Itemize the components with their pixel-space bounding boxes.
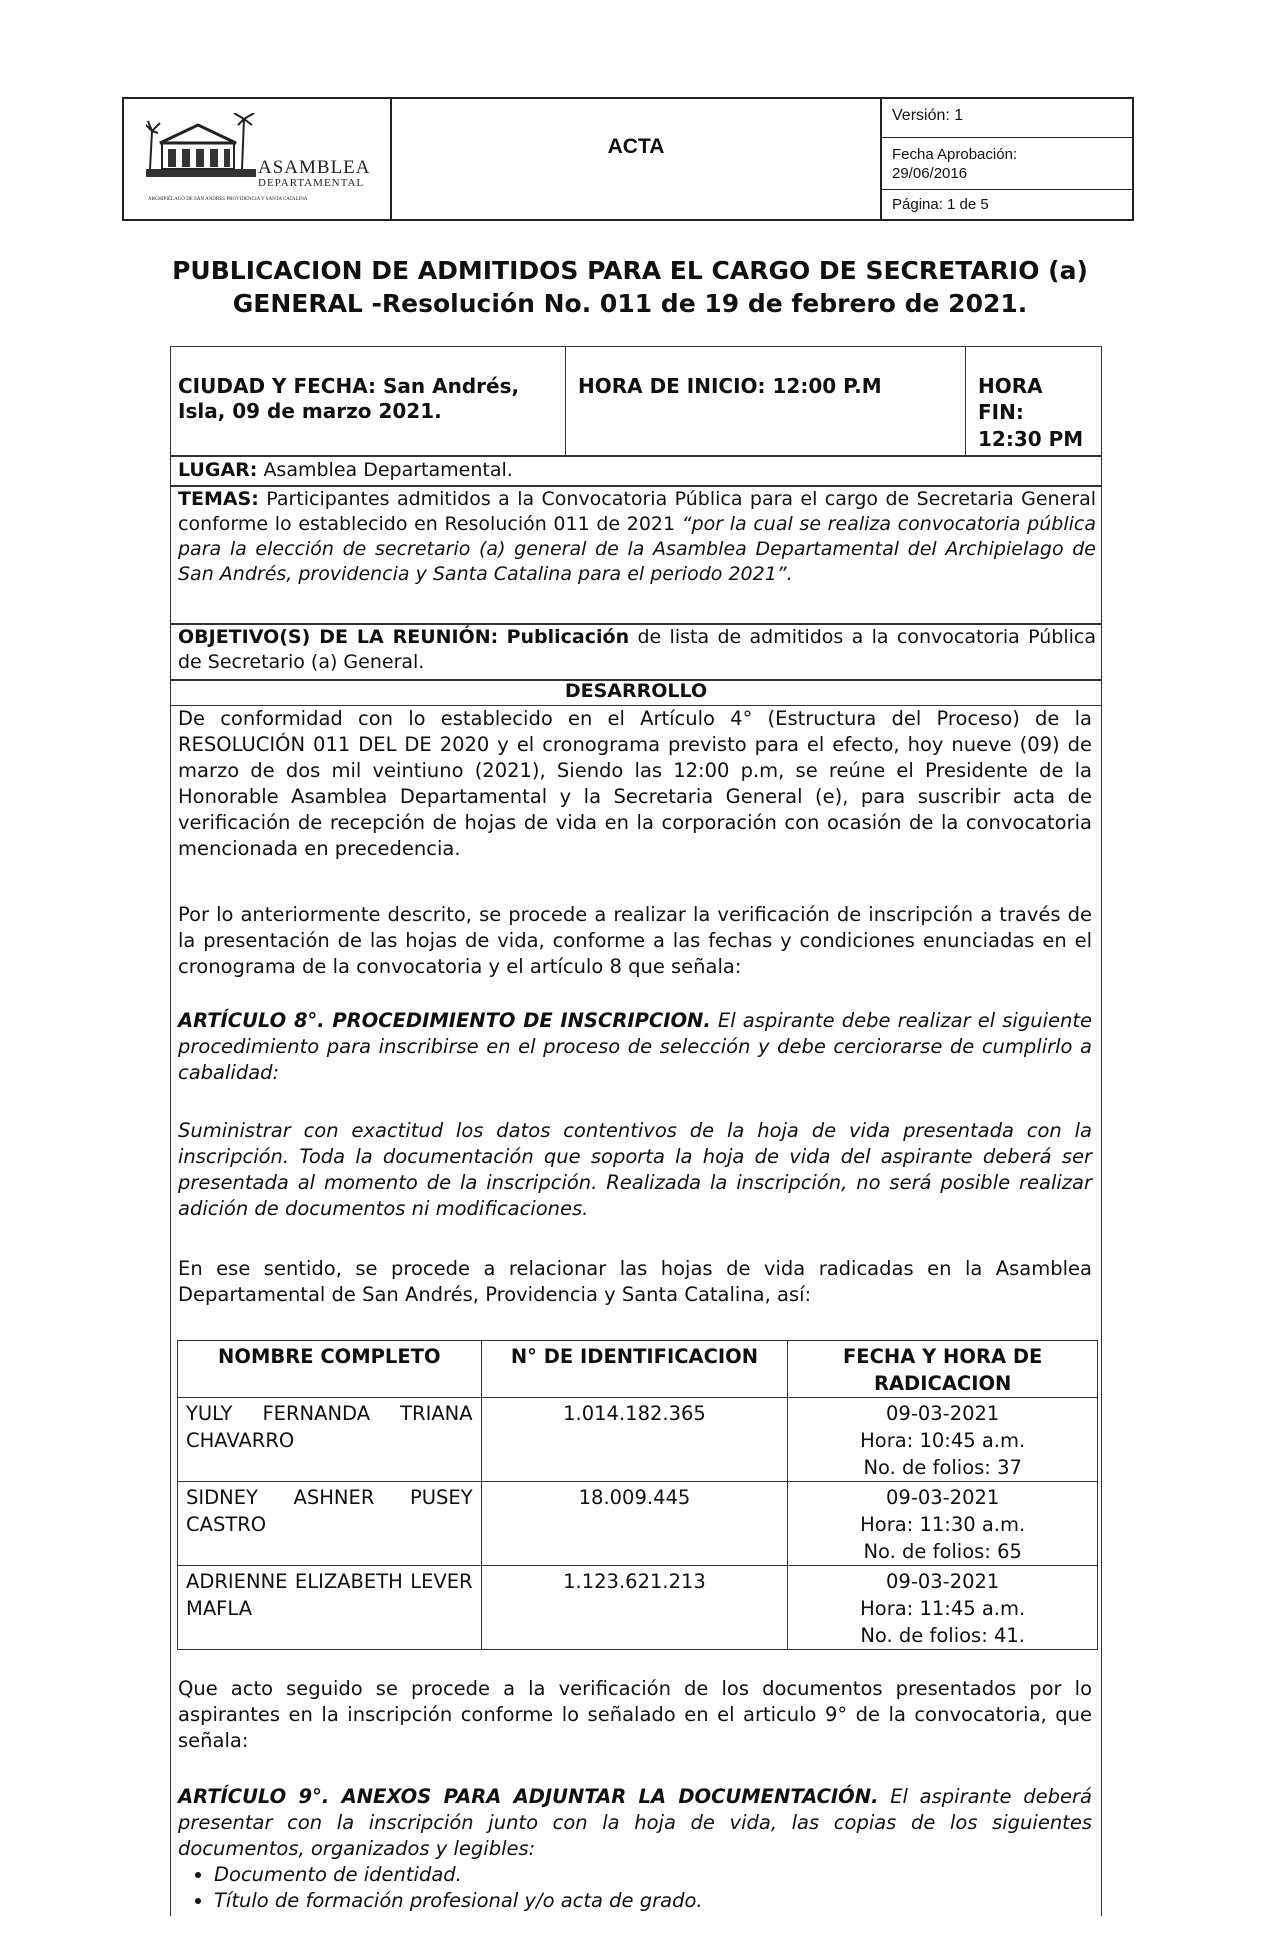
place: LUGAR: Asamblea Departamental. bbox=[178, 459, 513, 481]
admitted-table bbox=[177, 1340, 1098, 1650]
logo-subtitle: DEPARTAMENTAL bbox=[258, 177, 365, 189]
objective: OBJETIVO(S) DE LA REUNIÓN: Publicación de lista de admitidos a la convocatoria Pública de Secretario (a) General. bbox=[178, 626, 1096, 673]
title-line-2: GENERAL -Resolución No. 011 de 19 de febrero de 2021. bbox=[232, 289, 1028, 318]
page-number: Página: 1 de 5 bbox=[892, 196, 989, 213]
start-time: HORA DE INICIO: 12:00 P.M bbox=[578, 374, 882, 398]
article-8: ARTÍCULO 8°. PROCEDIMIENTO DE INSCRIPCION. El aspirante debe realizar el siguiente procedimiento para inscribirse en el proceso de selección y debe cerciorarse de cumplirlo a cabalidad: bbox=[178, 1009, 1092, 1084]
approval-label: Fecha Aprobación: bbox=[892, 146, 1018, 163]
logo-cell bbox=[124, 99, 392, 219]
doc-meta-cell bbox=[882, 99, 1132, 219]
filing-info: 09-03-2021 Hora: 11:45 a.m. No. de folios: 41. bbox=[788, 1566, 1098, 1650]
approval-date: 29/06/2016 bbox=[892, 165, 968, 182]
column-header-name: NOMBRE COMPLETO bbox=[178, 1341, 482, 1398]
filing-info: 09-03-2021 Hora: 11:30 a.m. No. de folios: 65 bbox=[788, 1482, 1098, 1566]
document-header bbox=[122, 97, 1134, 221]
list-item: • Título de formación profesional y/o acta de grado. bbox=[214, 1888, 1078, 1914]
applicant-id: 1.014.182.365 bbox=[481, 1398, 788, 1482]
paragraph-verificacion-documentos: Que acto seguido se procede a la verificación de los documentos presentados por lo aspirantes en la inscripción conforme lo señalado en el articulo 9° de la convocatoria, que señala: bbox=[178, 1677, 1092, 1752]
table-header-row bbox=[178, 1341, 1098, 1398]
end-time-label-1: HORA bbox=[978, 374, 1043, 398]
applicant-name: SIDNEY ASHNER PUSEY CASTRO bbox=[178, 1482, 482, 1566]
table-row bbox=[178, 1482, 1098, 1566]
applicant-name: ADRIENNE ELIZABETH LEVER MAFLA bbox=[178, 1566, 482, 1650]
required-documents-list bbox=[178, 1862, 1078, 1914]
list-item: • Documento de identidad. bbox=[214, 1862, 1078, 1888]
column-header-id: N° DE IDENTIFICACION bbox=[481, 1341, 788, 1398]
city-date: CIUDAD Y FECHA: San Andrés, Isla, 09 de marzo 2021. bbox=[178, 374, 520, 423]
applicant-id: 18.009.445 bbox=[481, 1482, 788, 1566]
article-9: ARTÍCULO 9°. ANEXOS PARA ADJUNTAR LA DOCUMENTACIÓN. El aspirante deberá presentar con la inscripción junto con la hoja de vida, las copias de los siguientes documentos, organizados y legibles: bbox=[178, 1785, 1093, 1860]
applicant-id: 1.123.621.213 bbox=[481, 1566, 788, 1650]
paragraph-verificacion: Por lo anteriormente descrito, se procede a realizar la verificación de inscripción a través de la presentación de las hojas de vida, conforme a las fechas y condiciones enunciadas en el cronograma de la convocatoria y el artículo 8 que señala: bbox=[178, 903, 1092, 978]
table-row bbox=[178, 1398, 1098, 1482]
logo-title: ASAMBLEA bbox=[258, 157, 371, 178]
title-line-1: PUBLICACION DE ADMITIDOS PARA EL CARGO DE SECRETARIO (a) bbox=[172, 256, 1088, 285]
end-time-value: 12:30 PM bbox=[978, 427, 1084, 451]
version: Versión: 1 bbox=[892, 107, 964, 124]
table-row bbox=[178, 1566, 1098, 1650]
assembly-building-logo bbox=[146, 113, 256, 183]
logo-region: ARCHIPIÉLAGO DE SAN ANDRÉS PROVIDENCIA Y SANTA CATALINA bbox=[148, 197, 308, 202]
paragraph-relacion: En ese sentido, se procede a relacionar las hojas de vida radicadas en la Asamblea Departamental de San Andrés, Providencia y Santa Catalina, así: bbox=[178, 1257, 1092, 1306]
paragraph-conformidad: De conformidad con lo establecido en el Artículo 4° (Estructura del Proceso) de la RESOLUCIÓN 011 DEL DE 2020 y el cronograma previsto para el efecto, hoy nueve (09) de marzo de dos mil veintiuno (2021), Siendo las 12:00 p.m, se reúne el Presidente de la Honorable Asamblea Departamental y la Secretaria General (e), para suscribir acta de verificación de recepción de hojas de vida en la corporación con ocasión de la convocatoria mencionada en precedencia. bbox=[178, 707, 1092, 860]
topics: TEMAS: Participantes admitidos a la Convocatoria Pública para el cargo de Secretaria General conforme lo establecido en Resolución 011 de 2021 “por la cual se realiza convocatoria pública para la elección de secretario (a) general de la Asamblea Departamental del Archipielago de San Andrés, providencia y Santa Catalina para el periodo 2021”. bbox=[178, 488, 1096, 585]
article-8-detail: Suministrar con exactitud los datos contentivos de la hoja de vida presentada con la inscripción. Toda la documentación que soporta la hoja de vida del aspirante deberá ser presentada al momento de la inscripción. Realizada la inscripción, no será posible realizar adición de documentos ni modificaciones. bbox=[178, 1119, 1092, 1220]
development-heading: DESARROLLO bbox=[564, 680, 708, 702]
filing-info: 09-03-2021 Hora: 10:45 a.m. No. de folios: 37 bbox=[788, 1398, 1098, 1482]
doc-type-cell bbox=[392, 99, 882, 219]
doc-type: ACTA bbox=[607, 135, 665, 158]
column-header-date: FECHA Y HORA DE RADICACION bbox=[788, 1341, 1098, 1398]
end-time-label-2: FIN: bbox=[978, 400, 1024, 424]
applicant-name: YULY FERNANDA TRIANA CHAVARRO bbox=[178, 1398, 482, 1482]
